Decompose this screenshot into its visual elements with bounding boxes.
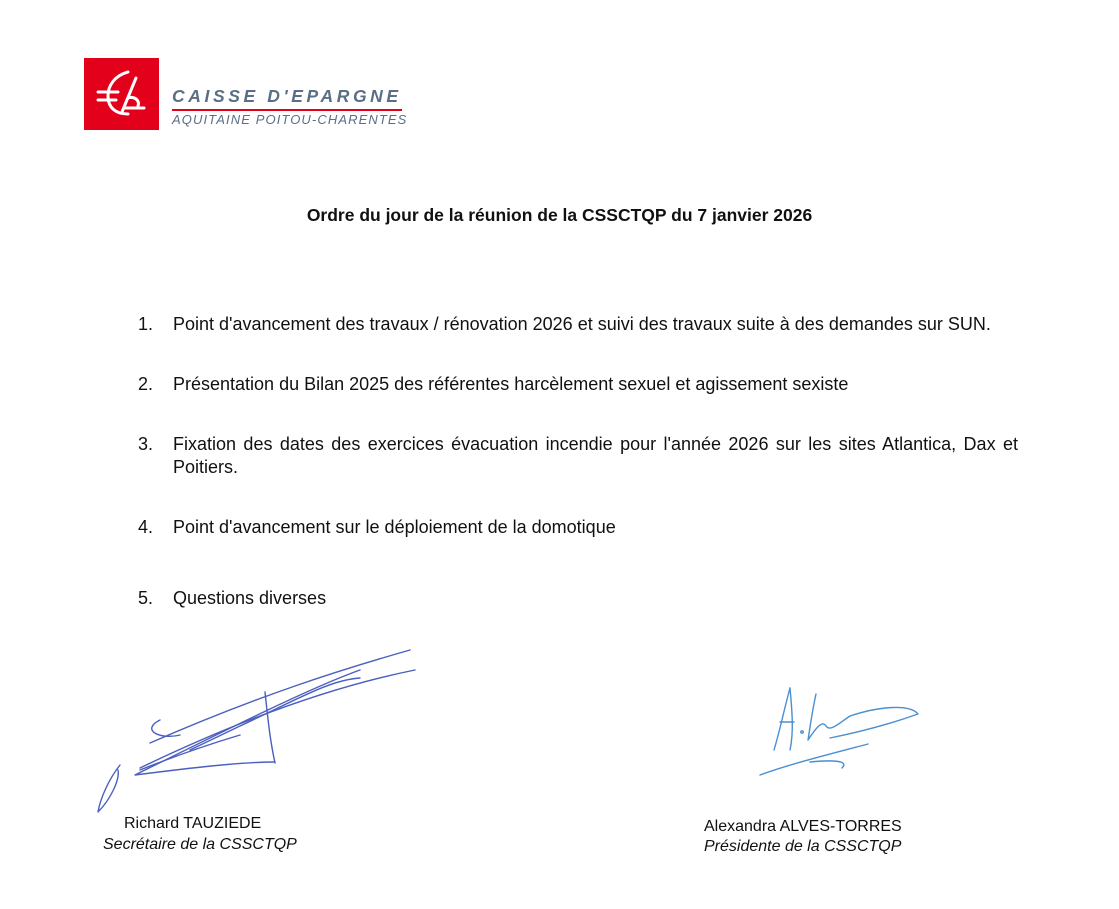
agenda-list [138, 313, 1018, 610]
agenda-text: Présentation du Bilan 2025 des référentes harcèlement sexuel et agissement sexiste [173, 374, 849, 394]
agenda-item [138, 587, 1018, 610]
signature-right-icon [750, 680, 930, 780]
agenda-text: Questions diverses [173, 588, 327, 608]
signer-left-name: Richard TAUZIEDE [124, 815, 262, 832]
squirrel-logo-icon [84, 58, 159, 130]
signature-left-icon [80, 640, 430, 825]
agenda-number: 5. [138, 588, 154, 608]
agenda-item [138, 313, 1018, 336]
agenda-text: Fixation des dates des exercices évacuation incendie pour l'année 2026 sur les sites Atlantica, Dax et Poitiers. [173, 434, 1018, 477]
brand-logo [84, 58, 159, 130]
brand-region: AQUITAINE POITOU-CHARENTES [172, 112, 408, 127]
agenda-text: Point d'avancement sur le déploiement de la domotique [173, 517, 616, 537]
agenda-number: 3. [138, 434, 154, 454]
agenda-number: 4. [138, 517, 154, 537]
signer-right-role: Présidente de la CSSCTQP [704, 838, 902, 855]
agenda-number: 1. [138, 314, 154, 334]
agenda-item [138, 516, 1018, 539]
document-title: Ordre du jour de la réunion de la CSSCTQP du 7 janvier 2026 [306, 205, 813, 225]
agenda-item [138, 373, 1018, 396]
agenda-number: 2. [138, 374, 154, 394]
agenda-text: Point d'avancement des travaux / rénovation 2026 et suivi des travaux suite à des demandes sur SUN. [173, 314, 991, 334]
brand-name: CAISSE D'EPARGNE [172, 86, 402, 111]
signer-right-name: Alexandra ALVES-TORRES [704, 818, 902, 835]
agenda-item [138, 433, 1018, 479]
signer-left-role: Secrétaire de la CSSCTQP [103, 836, 297, 853]
